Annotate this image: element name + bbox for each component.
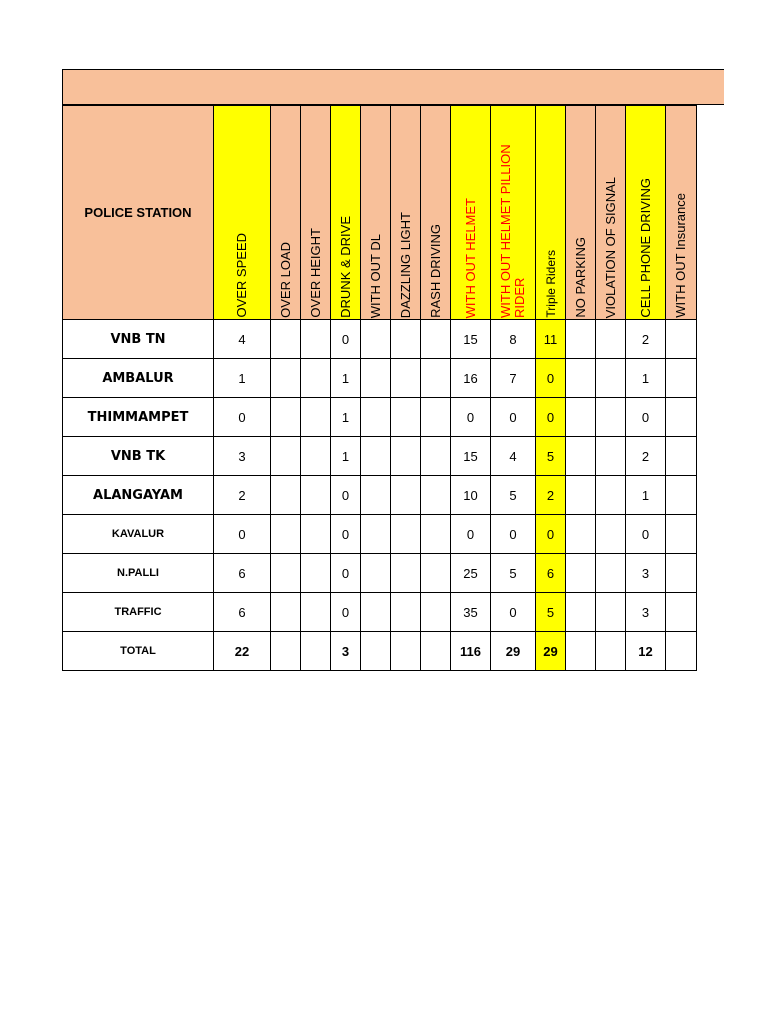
value-cell: 0 (214, 398, 271, 437)
report-title-bar (62, 69, 724, 105)
station-name-cell: ALANGAYAM (63, 476, 214, 515)
value-cell (271, 320, 301, 359)
value-cell (391, 593, 421, 632)
value-cell (566, 437, 596, 476)
value-cell: 1 (214, 359, 271, 398)
value-cell (596, 398, 626, 437)
value-cell (421, 359, 451, 398)
value-cell (271, 437, 301, 476)
col-header-without-dl: WITH OUT DL (361, 106, 391, 320)
value-cell (361, 593, 391, 632)
station-name-cell: VNB TK (63, 437, 214, 476)
table-row (63, 320, 697, 359)
value-cell: 2 (626, 437, 666, 476)
table-row (63, 437, 697, 476)
value-cell: 8 (491, 320, 536, 359)
value-cell: 25 (451, 554, 491, 593)
table-row (63, 593, 697, 632)
value-cell (271, 593, 301, 632)
value-cell (666, 554, 697, 593)
value-cell: 0 (451, 515, 491, 554)
value-cell (271, 476, 301, 515)
value-cell: 0 (214, 515, 271, 554)
value-cell (596, 554, 626, 593)
value-cell: 3 (626, 593, 666, 632)
value-cell (361, 632, 391, 671)
value-cell (301, 632, 331, 671)
value-cell: 29 (491, 632, 536, 671)
value-cell (566, 593, 596, 632)
value-cell: 22 (214, 632, 271, 671)
station-name-cell: AMBALUR (63, 359, 214, 398)
value-cell (666, 593, 697, 632)
value-cell (391, 476, 421, 515)
value-cell (666, 515, 697, 554)
value-cell (566, 632, 596, 671)
value-cell (391, 359, 421, 398)
col-header-rash-driving: RASH DRIVING (421, 106, 451, 320)
value-cell (271, 398, 301, 437)
value-cell: 1 (331, 437, 361, 476)
value-cell: 3 (331, 632, 361, 671)
value-cell (421, 593, 451, 632)
value-cell (361, 320, 391, 359)
col-header-dazzling-light: DAZZLING LIGHT (391, 106, 421, 320)
value-cell: 0 (331, 320, 361, 359)
value-cell (301, 398, 331, 437)
value-cell (566, 476, 596, 515)
value-cell (391, 554, 421, 593)
value-cell (301, 437, 331, 476)
value-cell: 29 (536, 632, 566, 671)
value-cell: 5 (536, 593, 566, 632)
value-cell (596, 437, 626, 476)
value-cell: 10 (451, 476, 491, 515)
value-cell (596, 515, 626, 554)
col-header-without-helmet-pillion: WITH OUT HELMET PILLION RIDER (491, 106, 536, 320)
value-cell: 0 (331, 476, 361, 515)
value-cell: 1 (331, 359, 361, 398)
value-cell (596, 476, 626, 515)
value-cell (301, 476, 331, 515)
col-header-without-insurance: WITH OUT Insurance (666, 106, 697, 320)
value-cell: 0 (331, 515, 361, 554)
value-cell: 0 (536, 515, 566, 554)
value-cell: 0 (491, 398, 536, 437)
value-cell (301, 359, 331, 398)
value-cell (361, 515, 391, 554)
value-cell: 1 (331, 398, 361, 437)
value-cell (421, 476, 451, 515)
violation-table (62, 105, 697, 671)
value-cell (421, 632, 451, 671)
value-cell: 4 (214, 320, 271, 359)
value-cell (666, 320, 697, 359)
value-cell (421, 554, 451, 593)
value-cell (421, 398, 451, 437)
value-cell: 2 (536, 476, 566, 515)
value-cell: 5 (491, 476, 536, 515)
value-cell: 0 (331, 593, 361, 632)
table-row (63, 398, 697, 437)
value-cell (301, 554, 331, 593)
value-cell (421, 320, 451, 359)
value-cell (596, 593, 626, 632)
value-cell: 0 (536, 398, 566, 437)
value-cell (666, 632, 697, 671)
table-row (63, 359, 697, 398)
station-name-cell: TOTAL (63, 632, 214, 671)
value-cell (666, 476, 697, 515)
value-cell (301, 593, 331, 632)
value-cell: 15 (451, 437, 491, 476)
value-cell: 6 (214, 593, 271, 632)
col-header-triple-riders: Triple Riders (536, 106, 566, 320)
value-cell (666, 437, 697, 476)
value-cell (271, 554, 301, 593)
value-cell (391, 632, 421, 671)
value-cell: 5 (536, 437, 566, 476)
col-header-over-load: OVER LOAD (271, 106, 301, 320)
header-row (63, 106, 697, 320)
value-cell (566, 320, 596, 359)
value-cell: 2 (214, 476, 271, 515)
station-name-cell: N.PALLI (63, 554, 214, 593)
value-cell (271, 632, 301, 671)
value-cell: 16 (451, 359, 491, 398)
value-cell (361, 476, 391, 515)
value-cell: 11 (536, 320, 566, 359)
col-header-violation-signal: VIOLATION OF SIGNAL (596, 106, 626, 320)
value-cell (391, 515, 421, 554)
value-cell: 0 (626, 515, 666, 554)
col-header-over-speed: OVER SPEED (214, 106, 271, 320)
value-cell: 35 (451, 593, 491, 632)
value-cell (391, 437, 421, 476)
value-cell (361, 554, 391, 593)
value-cell (596, 632, 626, 671)
col-header-cell-phone-driving: CELL PHONE DRIVING (626, 106, 666, 320)
value-cell (596, 320, 626, 359)
value-cell (666, 398, 697, 437)
col-header-drunk-drive: DRUNK & DRIVE (331, 106, 361, 320)
col-header-without-helmet: WITH OUT HELMET (451, 106, 491, 320)
value-cell: 2 (626, 320, 666, 359)
table-body (63, 320, 697, 671)
value-cell: 0 (331, 554, 361, 593)
value-cell (566, 359, 596, 398)
value-cell: 0 (626, 398, 666, 437)
value-cell (566, 515, 596, 554)
value-cell: 6 (536, 554, 566, 593)
value-cell (421, 437, 451, 476)
value-cell: 12 (626, 632, 666, 671)
station-name-cell: VNB TN (63, 320, 214, 359)
value-cell (361, 398, 391, 437)
value-cell (301, 515, 331, 554)
value-cell (566, 398, 596, 437)
table-row (63, 515, 697, 554)
value-cell: 0 (491, 515, 536, 554)
value-cell: 7 (491, 359, 536, 398)
value-cell (361, 359, 391, 398)
value-cell (596, 359, 626, 398)
value-cell (271, 515, 301, 554)
col-header-over-height: OVER HEIGHT (301, 106, 331, 320)
value-cell: 3 (626, 554, 666, 593)
value-cell: 1 (626, 476, 666, 515)
value-cell: 1 (626, 359, 666, 398)
table-row (63, 554, 697, 593)
total-row (63, 632, 697, 671)
value-cell (566, 554, 596, 593)
station-name-cell: TRAFFIC (63, 593, 214, 632)
value-cell: 4 (491, 437, 536, 476)
value-cell: 0 (451, 398, 491, 437)
value-cell: 5 (491, 554, 536, 593)
table-row (63, 476, 697, 515)
value-cell (666, 359, 697, 398)
value-cell (361, 437, 391, 476)
value-cell (391, 398, 421, 437)
value-cell: 15 (451, 320, 491, 359)
value-cell (391, 320, 421, 359)
value-cell: 0 (536, 359, 566, 398)
col-header-no-parking: NO PARKING (566, 106, 596, 320)
value-cell (421, 515, 451, 554)
value-cell: 6 (214, 554, 271, 593)
value-cell (271, 359, 301, 398)
value-cell: 3 (214, 437, 271, 476)
value-cell: 116 (451, 632, 491, 671)
station-name-cell: KAVALUR (63, 515, 214, 554)
police-station-header: POLICE STATION (63, 106, 214, 320)
station-name-cell: THIMMAMPET (63, 398, 214, 437)
value-cell: 0 (491, 593, 536, 632)
value-cell (301, 320, 331, 359)
